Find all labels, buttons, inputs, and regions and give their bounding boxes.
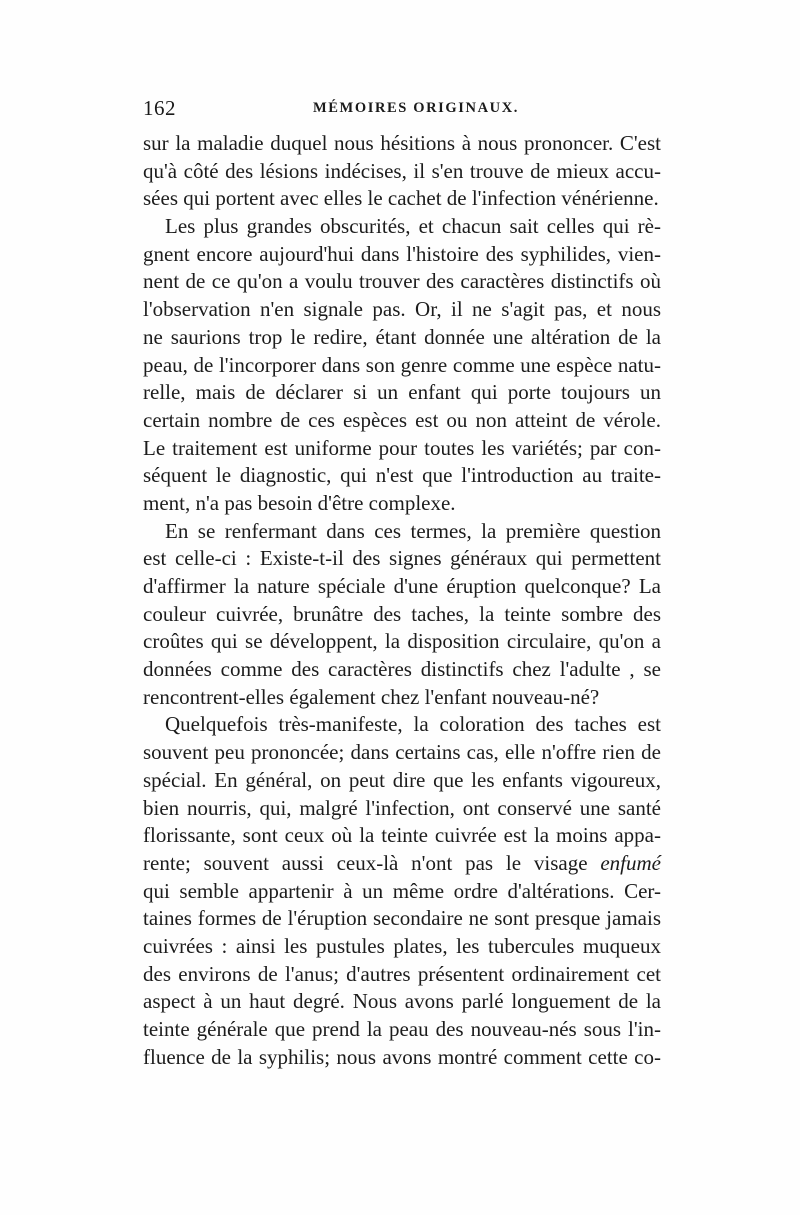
text-line [143,684,661,712]
italic-word: enfumé [600,850,661,875]
text-line [143,739,661,767]
text-line-content: couleur cuivrée, brunâtre des taches, la teinte sombre des [143,601,661,626]
text-line-content: rente; souvent aussi ceux-là n'ont pas le visage [143,850,588,875]
text-line [143,1016,661,1044]
text-line-content: Le traitement est uniforme pour toutes les variétés; par con- [143,435,661,460]
text-line-content: sur la maladie duquel nous hésitions à nous prononcer. C'est [143,131,661,155]
text-line [143,213,661,241]
text-line [143,822,661,850]
text-line-content: d'affirmer la nature spéciale d'une éruption quelconque? La [143,574,661,598]
text-line-content: gnent encore aujourd'hui dans l'histoire des syphilides, vien- [143,241,661,266]
text-line [143,961,661,989]
text-line-content: teinte générale que prend la peau des nouveau-nés sous l'in- [143,1017,661,1041]
text-line-content: bien nourris, qui, malgré l'infection, ont conservé une santé [143,795,661,820]
text-line [143,933,661,961]
text-line [143,1044,661,1072]
text-line-content: aspect à un haut degré. Nous avons parlé longuement de la [143,989,661,1014]
text-line [143,767,661,795]
text-line-content: relle, mais de déclarer si un enfant qui porte toujours un [143,380,661,405]
text-line-content: souvent peu prononcée; dans certains cas, elle n'offre rien de [143,740,661,765]
text-line [143,407,661,435]
text-line [143,158,661,186]
running-head: MÉMOIRES ORIGINAUX. [313,100,520,116]
text-line [143,878,661,906]
text-line-content: En se renfermant dans ces termes, la première question [165,518,661,543]
text-line [143,573,661,601]
text-line-content: peau, de l'incorporer dans son genre comme une espèce natu- [143,352,661,377]
text-line [143,518,661,546]
text-line [143,352,661,380]
text-line [143,435,661,463]
text-line [143,490,661,518]
text-line-content: Quelquefois très-manifeste, la coloration des taches est [165,712,661,737]
text-line-content: fluence de la syphilis; nous avons montré comment cette co- [143,1044,661,1069]
text-line-content: spécial. En général, on peut dire que les enfants vigoureux, [143,767,661,792]
text-line-content: l'observation n'en signale pas. Or, il ne s'agit pas, et nous [143,297,661,322]
text-line [143,324,661,352]
page-number: 162 [143,96,176,120]
text-line [143,185,661,213]
text-line [143,905,661,933]
text-line [143,656,661,684]
text-line-content: croûtes qui se développent, la disposition circulaire, qu'on a [143,629,661,654]
text-line [143,628,661,656]
text-line-content: nent de ce qu'on a voulu trouver des caractères distinctifs où [143,269,661,294]
text-line-content: sées qui portent avec elles le cachet de l'infection vénérienne. [143,186,659,211]
text-line-content: florissante, sont ceux où la teinte cuivrée est la moins appa- [143,823,661,848]
page-header [143,96,661,130]
body-text [143,130,661,1071]
text-line-content: qui semble appartenir à un même ordre d'altérations. Cer- [143,878,661,903]
text-line-content: est celle-ci : Existe-t-il des signes généraux qui permettent [143,546,661,571]
text-line-content: certain nombre de ces espèces est ou non atteint de vérole. [143,407,661,432]
text-line-content: ment, n'a pas besoin d'être complexe. [143,490,456,515]
text-line-content: qu'à côté des lésions indécises, il s'en trouve de mieux accu- [143,158,661,183]
text-line [143,296,661,324]
text-line [143,462,661,490]
text-line [143,130,661,158]
text-line-content: ne saurions trop le redire, étant donnée une altération de la [143,324,661,349]
text-line [143,850,661,878]
text-line-content: des environs de l'anus; d'autres présentent ordinairement cet [143,961,661,986]
text-line [143,545,661,573]
text-line-content: données comme des caractères distinctifs chez l'adulte , se [143,657,661,682]
text-line [143,988,661,1016]
text-line-content: Les plus grandes obscurités, et chacun sait celles qui rè- [165,214,661,239]
text-line [143,795,661,823]
text-line [143,241,661,269]
text-line-content: rencontrent-elles également chez l'enfant nouveau-né? [143,684,600,709]
text-line-content: séquent le diagnostic, qui n'est que l'introduction au traite- [143,463,661,488]
text-line [143,379,661,407]
text-line [143,601,661,629]
text-line-content: cuivrées : ainsi les pustules plates, les tubercules muqueux [143,933,661,958]
text-line [143,711,661,739]
text-line [143,268,661,296]
text-line-content: taines formes de l'éruption secondaire ne sont presque jamais [143,906,661,931]
